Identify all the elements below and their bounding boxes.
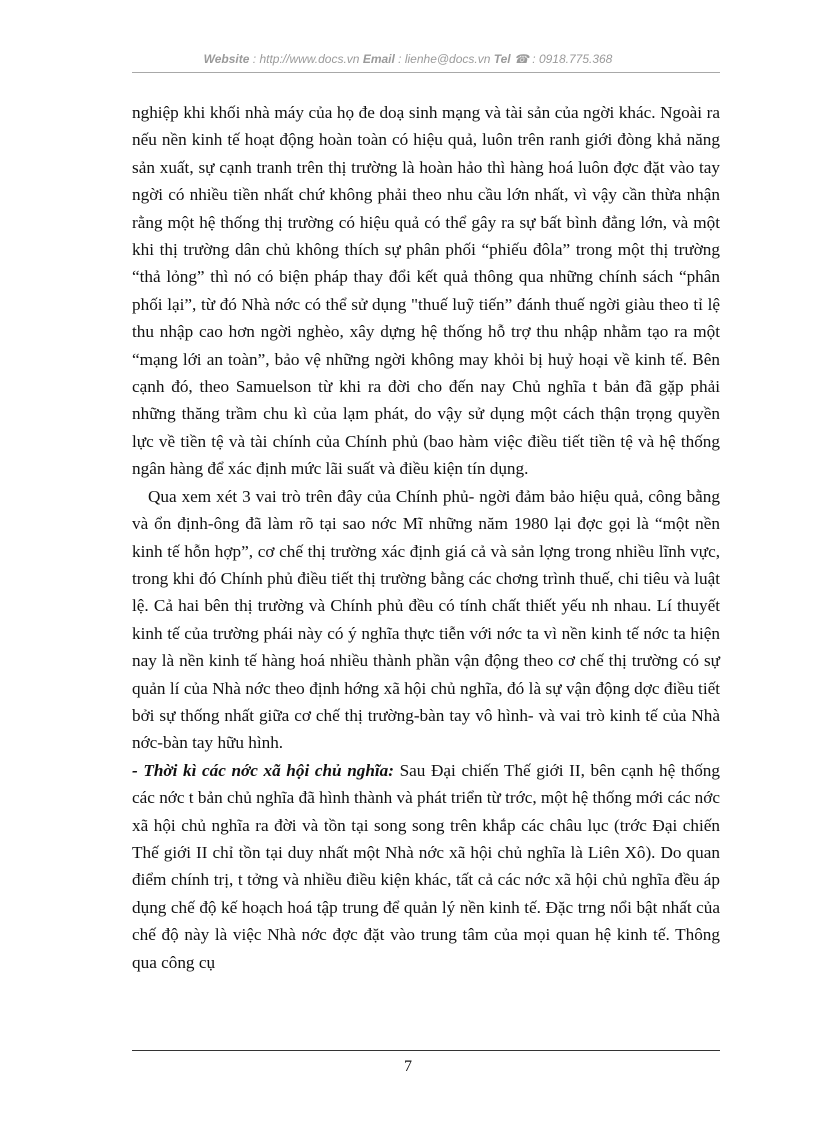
- paragraph-2: Qua xem xét 3 vai trò trên đây của Chính phủ- ngời đảm bảo hiệu quả, công bằng và ổn định-ông đã làm rõ tại sao nớc Mĩ những năm 1980 lại đợc gọi là “một nền kinh tế hỗn hợp”, cơ chế thị trường xác định giá cả và sản lợng trong nhiều lĩnh vực, trong khi đó Chính phủ điều tiết thị trường bằng các chơng trình thuế, chi tiêu và luật lệ. Cả hai bên thị trường và Chính phủ đều có tính chất thiết yếu nh nhau. Lí thuyết kinh tế của trường phái này có ý nghĩa thực tiễn với nớc ta vì nền kinh tế nớc ta hiện nay là nền kinh tế hàng hoá nhiều thành phần vận động theo cơ chế thị trường có sự quản lí của Nhà nớc theo định hớng xã hội chủ nghĩa, đó là sự vận động dợc điều tiết bởi sự thống nhất giữa cơ chế thị trường-bàn tay vô hình- và vai trò kinh tế của Nhà nớc-bàn tay hữu hình.: [132, 486, 720, 753]
- website-label: Website: [203, 52, 250, 66]
- paragraph-3-text: Sau Đại chiến Thế giới II, bên cạnh hệ thống các nớc t bản chủ nghĩa đã hình thành và phát triển từ trớc, một hệ thống mới các nớc xã hội chủ nghĩa ra đời và tồn tại song song trên khắp các châu lục (trớc Đại chiến Thế giới II chỉ tồn tại duy nhất một Nhà nớc xã hội chủ nghĩa là Liên Xô). Do quan điểm chính trị, t tởng và nhiều điều kiện khác, tất cả các nớc xã hội chủ nghĩa đều áp dụng chế độ kế hoạch hoá tập trung để quản lý nền kinh tế. Đặc trng nổi bật nhất của chế độ này là việc Nhà nớc đợc đặt vào trung tâm của mọi quan hệ kinh tế. Thông qua công cụ: [132, 760, 720, 972]
- paragraph-3: [132, 757, 720, 976]
- header-divider: [132, 72, 720, 73]
- website-value[interactable]: : http://www.docs.vn: [249, 52, 363, 66]
- tel-value: ☎ : 0918.775.368: [510, 52, 613, 66]
- page-header: [0, 0, 816, 74]
- page-number: 7: [404, 1058, 412, 1075]
- footer-divider: [132, 1050, 720, 1051]
- tel-label: Tel: [493, 52, 511, 66]
- paragraph-1: nghiệp khi khối nhà máy của họ đe doạ sinh mạng và tài sản của ngời khác. Ngoài ra nếu nền kinh tế hoạt động hoàn toàn có hiệu quả, luôn trên ranh giới đòng khả năng sản xuất, sự cạnh tranh trên thị trường là hoàn hảo thì hàng hoá luôn đợc đặt vào tay ngời có nhiều tiền nhất chứ không phải theo nhu cầu lớn nhất, vì vậy cần thừa nhận rằng một hệ thống thị trường có hiệu quả có thể gây ra sự bất bình đẳng lớn, và một khi thị trường dân chủ không thích sự phân phối “phiếu đôla” trong một thị trường “thả lỏng” thì nó có biện pháp thay đổi kết quả thông qua những chính sách “phân phối lại”, từ đó Nhà nớc có thể sử dụng "thuế luỹ tiến” đánh thuế ngời giàu theo tỉ lệ thu nhập cao hơn ngời nghèo, xây dựng hệ thống hỗ trợ thu nhập nhằm tạo ra một “mạng lới an toàn”, bảo vệ những ngời không may khỏi bị huỷ hoại về kinh tế. Bên cạnh đó, theo Samuelson từ khi ra đời cho đến nay Chủ nghĩa t bản đã gặp phải những thăng trầm chu kì của lạm phát, do vậy sử dụng một cách thận trọng quyền lực về tiền tệ và tài chính của Chính phủ (bao hàm việc điều tiết tiền tệ và hệ thống ngân hàng để xác định mức lãi suất và điều kiện tín dụng.: [132, 103, 720, 479]
- document-body: [132, 99, 720, 976]
- header-contact-line: [0, 52, 816, 66]
- email-value[interactable]: : lienhe@docs.vn: [394, 52, 494, 66]
- section-lead-heading: - Thời kì các nớc xã hội chủ nghĩa:: [132, 760, 394, 780]
- email-label: Email: [362, 52, 395, 66]
